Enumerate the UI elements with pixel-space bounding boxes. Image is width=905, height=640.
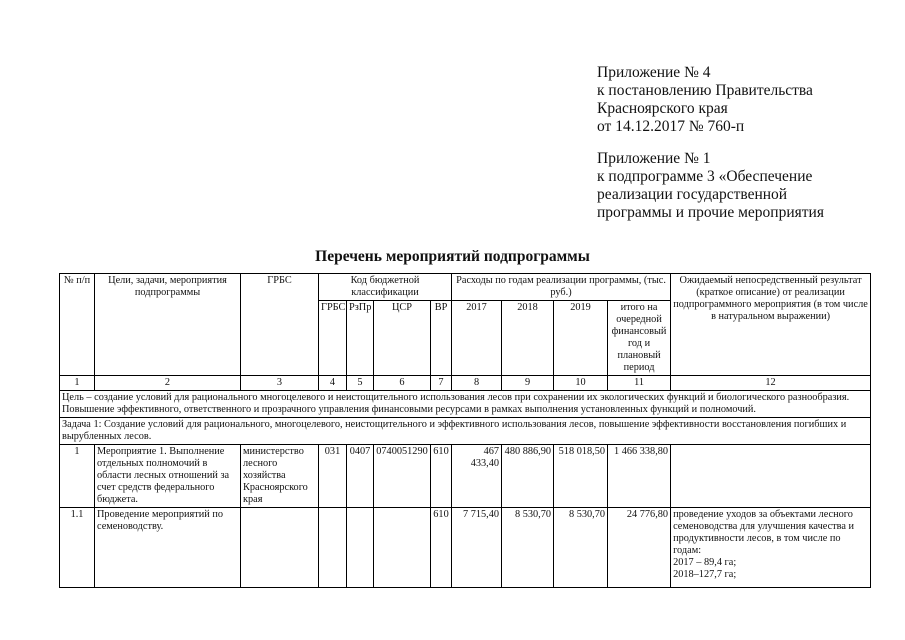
row-rzpr: 0407 [347,445,374,508]
row-name: Мероприятие 1. Выполнение отдельных полномочий в области лесных отношений за счет средств федерального бюджета. [95,445,241,508]
appendix-4-line: к постановлению Правительства [597,82,813,99]
result-line: проведение уходов за объектами лесного семеноводства для улучшения качества и продуктивности лесов, в том числе по годам: [673,509,855,556]
row-result [671,445,871,508]
row-2017: 7 715,40 [452,508,502,588]
column-number: 5 [347,376,374,391]
subheader-2017: 2017 [452,301,502,376]
header-grbs: ГРБС [241,274,319,376]
subheader-2018: 2018 [502,301,554,376]
column-number: 12 [671,376,871,391]
row-csr [374,508,431,588]
column-number: 10 [554,376,608,391]
column-number: 3 [241,376,319,391]
row-num: 1.1 [60,508,95,588]
header-expenses: Расходы по годам реализации программы, (тыс. руб.) [452,274,671,301]
document-title: Перечень мероприятий подпрограммы [315,248,590,265]
result-line: 2017 – 89,4 га; [673,557,737,568]
measures-table [59,273,871,588]
appendix-1-line: Приложение № 1 [597,150,711,167]
header-num: № п/п [60,274,95,376]
row-2019: 8 530,70 [554,508,608,588]
header-result: Ожидаемый непосредственный результат (краткое описание) от реализации подпрограммного мероприятия (в том числе в натуральном выражении) [671,274,871,376]
appendix-4-line: от 14.12.2017 № 760-п [597,118,745,135]
subheader-rzpr: РзПр [347,301,374,376]
row-2018: 480 886,90 [502,445,554,508]
column-number: 6 [374,376,431,391]
column-number: 2 [95,376,241,391]
column-number: 9 [502,376,554,391]
header-budget-code: Код бюджетной классификации [319,274,452,301]
row-rzpr [347,508,374,588]
row-name: Проведение мероприятий по семеноводству. [95,508,241,588]
row-grbs: 031 [319,445,347,508]
row-2018: 8 530,70 [502,508,554,588]
header-goals: Цели, задачи, мероприятия подпрограммы [95,274,241,376]
table-row [60,445,871,508]
table-header-row [60,274,871,301]
task-row [60,418,871,445]
column-number: 8 [452,376,502,391]
appendix-4-header [597,64,813,136]
row-total: 24 776,80 [608,508,671,588]
row-grbs-name: министерство лесного хозяйства Красноярского края [241,445,319,508]
row-num: 1 [60,445,95,508]
appendix-1-line: к подпрограмме 3 «Обеспечение [597,168,813,185]
row-vr: 610 [431,445,452,508]
row-2017: 467 433,40 [452,445,502,508]
subheader-total: итого на очередной финансовый год и плановый период [608,301,671,376]
row-2019: 518 018,50 [554,445,608,508]
row-result [671,508,871,588]
subheader-csr: ЦСР [374,301,431,376]
row-total: 1 466 338,80 [608,445,671,508]
result-line: 2018–127,7 га; [673,569,737,580]
table-row [60,508,871,588]
appendix-1-line: реализации государственной [597,186,788,203]
goal-row [60,391,871,418]
column-number: 11 [608,376,671,391]
subheader-vr: ВР [431,301,452,376]
row-csr: 0740051290 [374,445,431,508]
appendix-4-line: Красноярского края [597,100,728,117]
column-number: 7 [431,376,452,391]
appendix-4-line: Приложение № 4 [597,64,711,81]
column-number: 1 [60,376,95,391]
goal-text: Цель – создание условий для рационального многоцелевого и неистощительного использования лесов при сохранении их экологических функций и биологического разнообразия. Повышение эффективного, ответственного и прозрачного управления финансовыми ресурсами в рамках выполнения установленных функций и полномочий. [60,391,871,418]
subheader-grbs: ГРБС [319,301,347,376]
appendix-1-line: программы и прочие мероприятия [597,204,824,221]
column-number: 4 [319,376,347,391]
subheader-2019: 2019 [554,301,608,376]
column-number-row [60,376,871,391]
row-vr: 610 [431,508,452,588]
task-text: Задача 1: Создание условий для рационального, многоцелевого, неистощительного и эффективного использования лесов, повышение эффективности восстановления погибших и вырубленных лесов. [60,418,871,445]
row-grbs-name [241,508,319,588]
appendix-1-header [597,150,824,222]
row-grbs [319,508,347,588]
